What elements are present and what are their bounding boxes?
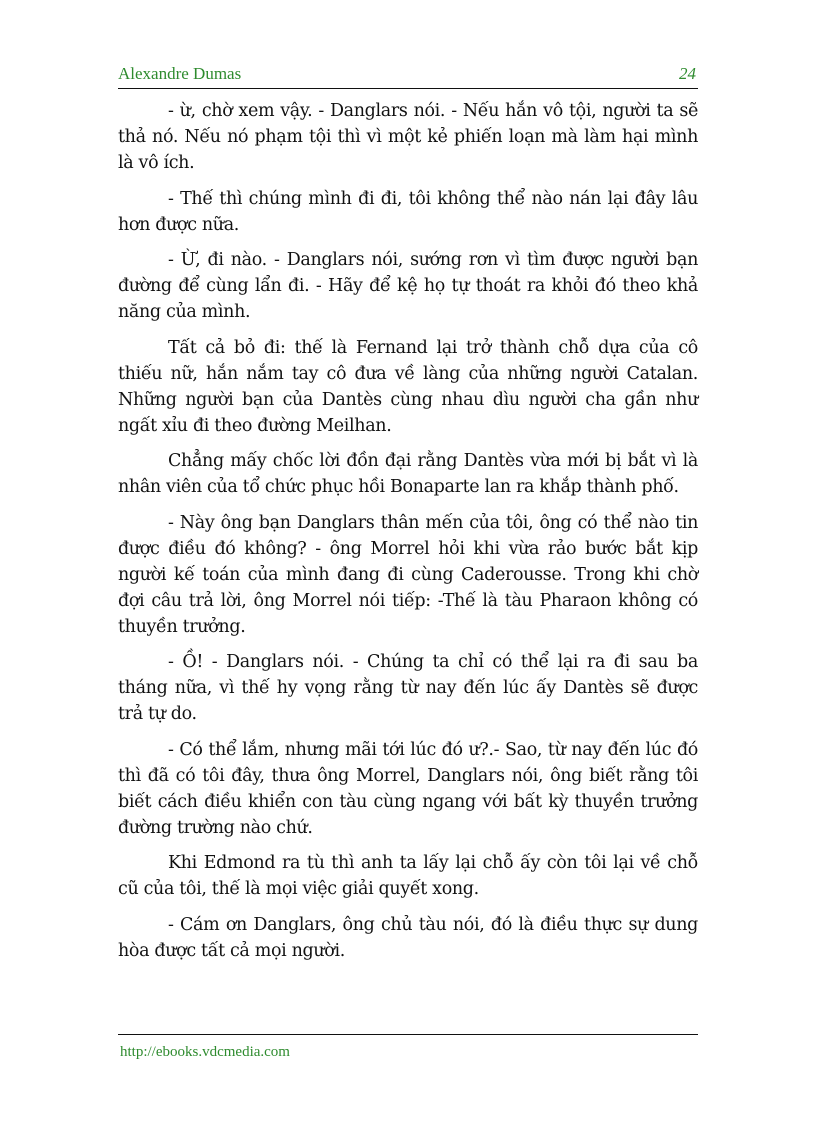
paragraph: - Ồ! - Danglars nói. - Chúng ta chỉ có thể lại ra đi sau ba tháng nữa, vì thế hy vọng rằng từ nay đến lúc ấy Dantès sẽ được trả tự do. xyxy=(118,652,698,724)
page-header xyxy=(118,60,698,88)
paragraph: - Có thể lắm, nhưng mãi tới lúc đó ư?.- Sao, từ nay đến lúc đó thì đã có tôi đây, thưa ông Morrel, Danglars nói, ông biết rằng tôi biết cách điều khiển con tàu cùng ngang với bất kỳ thuyền trưởng đường trường nào chứ. xyxy=(118,739,698,838)
footer-rule xyxy=(118,1034,698,1035)
paragraph: - ừ, chờ xem vậy. - Danglars nói. - Nếu hắn vô tội, người ta sẽ thả nó. Nếu nó phạm tội thì vì một kẻ phiến loạn mà làm hại mình là vô ích. xyxy=(118,101,698,173)
paragraph: - Thế thì chúng mình đi đi, tôi không thể nào nán lại đây lâu hơn được nữa. xyxy=(118,188,698,235)
paragraph: Tất cả bỏ đi: thế là Fernand lại trở thành chỗ dựa của cô thiếu nữ, hắn nắm tay cô đưa về làng của những người Catalan. Những người bạn của Dantès cùng nhau dìu người cha gần như ngất xỉu đi theo đường Meilhan. xyxy=(118,337,698,436)
page-number: 24 xyxy=(679,64,696,83)
paragraph: - Ừ, đi nào. - Danglars nói, sướng rơn vì tìm được người bạn đường để cùng lẩn đi. - Hãy để kệ họ tự thoát ra khỏi đó theo khả năng của mình. xyxy=(118,250,698,322)
paragraph: Khi Edmond ra tù thì anh ta lấy lại chỗ ấy còn tôi lại về chỗ cũ của tôi, thế là mọi việc giải quyết xong. xyxy=(118,853,698,899)
header-rule xyxy=(118,88,698,89)
body-text xyxy=(118,98,698,973)
paragraph: Chẳng mấy chốc lời đồn đại rằng Dantès vừa mới bị bắt vì là nhân viên của tổ chức phục hồi Bonaparte lan ra khắp thành phố. xyxy=(118,451,698,497)
paragraph: - Này ông bạn Danglars thân mến của tôi, ông có thể nào tin được điều đó không? - ông Morrel hỏi khi vừa rảo bước bắt kịp người kế toán của mình đang đi cùng Caderousse. Trong khi chờ đợi câu trả lời, ông Morrel nói tiếp: -Thế là tàu Pharaon không có thuyền trưởng. xyxy=(118,512,698,637)
paragraph: - Cám ơn Danglars, ông chủ tàu nói, đó là điều thực sự dung hòa được tất cả mọi người. xyxy=(118,914,698,961)
footer-url: http://ebooks.vdcmedia.com xyxy=(120,1044,290,1060)
author-name: Alexandre Dumas xyxy=(118,64,242,83)
